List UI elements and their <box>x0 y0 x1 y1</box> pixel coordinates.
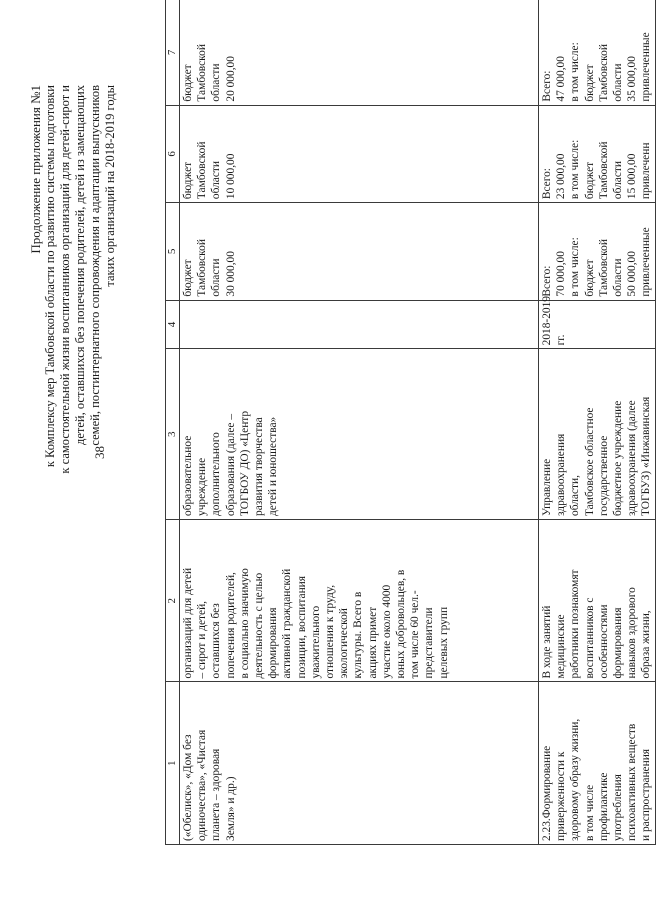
cell-line: в том числе <box>583 784 596 841</box>
column-number: 4 <box>166 300 180 349</box>
cell-line: ТОГБОУ ДО) «Центр <box>238 410 251 516</box>
cell-line: области, <box>569 475 582 516</box>
cell-line: области <box>612 258 625 297</box>
column-number: 6 <box>166 105 180 203</box>
table-row <box>539 0 656 845</box>
cell-line: психоактивных веществ <box>626 723 639 841</box>
cell-line: гг. <box>555 334 568 346</box>
cell-line: медицинские <box>555 614 568 679</box>
cell-line: представители <box>423 607 436 679</box>
cell-line: детей и юношества» <box>267 416 280 516</box>
cell-line: в том числе: <box>569 139 582 200</box>
cell-line: здравоохранения <box>555 433 568 516</box>
cell-line: области <box>612 161 625 200</box>
cell-line: учреждение <box>196 457 209 516</box>
cell-line: акциях примет <box>366 606 379 679</box>
cell-line: 2018-2019 <box>541 296 553 346</box>
cell-line: в том числе: <box>569 42 582 102</box>
cell-line: 20 000,00 <box>224 56 237 102</box>
cell-line: привлеченные <box>640 227 653 297</box>
cell-line: 50 000,00 <box>626 251 639 297</box>
measures-table <box>165 0 656 845</box>
cell-line: Тамбовской <box>597 44 610 102</box>
table-cell <box>539 349 656 520</box>
header-line: к Комплексу мер Тамбовской области по развитию системы подготовки <box>43 85 57 468</box>
cell-line: – сирот и детей, <box>196 600 209 679</box>
cell-line: здравоохранения (далее <box>626 400 639 516</box>
table-cell <box>539 0 656 105</box>
column-number-row <box>166 0 180 845</box>
cell-line: бюджетное учреждение <box>612 400 625 516</box>
cell-line: Всего: <box>541 70 553 102</box>
cell-line: формирования <box>267 607 280 679</box>
cell-line: Тамбовской <box>196 239 209 297</box>
header-title: Продолжение приложения №1 <box>28 85 43 254</box>
cell-line: одиночества», «Чистая <box>196 729 209 841</box>
cell-line: юных добровольцев, в <box>395 569 408 679</box>
cell-line: оставшихся без <box>210 603 223 679</box>
cell-line: формирования <box>612 607 625 679</box>
header-line: таких организаций на 2018-2019 годы <box>103 85 117 287</box>
column-number: 2 <box>166 520 180 683</box>
document-header <box>28 85 118 605</box>
cell-line: Тамбовское областное <box>583 407 596 516</box>
cell-line: привлеченные <box>640 32 653 102</box>
header-line: детей, оставшихся без попечения родителей, детей из замещающих <box>73 85 87 446</box>
cell-line: образовательное <box>182 435 194 516</box>
cell-line: культуры. Всего в <box>352 591 365 679</box>
cell-line: области <box>210 258 223 297</box>
cell-line: бюджет <box>182 161 194 200</box>
cell-line: планета – здоровая <box>210 748 223 841</box>
cell-line: позиции, воспитания <box>295 576 308 679</box>
cell-line: Всего: <box>541 265 553 297</box>
cell-line: бюджет <box>583 161 596 200</box>
cell-line: том числе 60 чел.- <box>409 590 422 679</box>
cell-line: привлеченн <box>640 142 653 200</box>
cell-line: образа жизни, <box>640 610 653 679</box>
cell-line: участие около 4000 <box>380 584 393 679</box>
cell-line: 35 000,00 <box>626 56 639 102</box>
cell-line: в социально значимую <box>238 568 251 679</box>
cell-line: области <box>210 63 223 102</box>
cell-line: бюджет <box>583 259 596 297</box>
cell-line: и распространения <box>640 748 653 841</box>
cell-line: Тамбовской <box>196 141 209 200</box>
cell-line: 47 000,00 <box>555 56 568 102</box>
cell-line: попечения родителей, <box>224 572 237 679</box>
cell-line: дополнительного <box>210 432 223 516</box>
cell-line: области <box>210 161 223 200</box>
cell-line: развития творчества <box>253 417 266 516</box>
cell-line: области <box>612 63 625 102</box>
table-cell <box>539 296 656 349</box>
header-line: семей, постинтернатного сопровождения и адаптации выпускников <box>88 85 102 446</box>
table-cell <box>539 105 656 203</box>
cell-line: Тамбовской <box>196 44 209 102</box>
table-cell <box>180 203 539 301</box>
cell-line: Тамбовской <box>597 141 610 200</box>
table-cell <box>180 682 539 845</box>
cell-line: бюджет <box>583 64 596 102</box>
cell-line: Тамбовской <box>597 239 610 297</box>
cell-line: Управление <box>541 458 553 516</box>
cell-line: 30 000,00 <box>224 251 237 297</box>
table-cell <box>539 682 656 845</box>
cell-line: бюджет <box>182 259 194 297</box>
cell-line: навыков здорового <box>626 587 639 679</box>
cell-line: активной гражданской <box>281 568 294 679</box>
cell-line: 2.23.Формирование <box>541 745 553 841</box>
cell-line: Всего: <box>541 168 553 200</box>
table-cell <box>180 105 539 203</box>
cell-line: деятельность с целью <box>253 572 266 679</box>
column-number: 1 <box>166 682 180 845</box>
cell-line: Земля» и др.) <box>224 776 237 841</box>
table-cell <box>539 520 656 683</box>
cell-line: отношения к труду, <box>324 584 337 679</box>
cell-line: приверженности к <box>555 751 568 841</box>
cell-line: уважительного <box>309 605 322 679</box>
cell-line: 10 000,00 <box>224 153 237 200</box>
cell-line: 23 000,00 <box>555 153 568 200</box>
cell-line: употребления <box>612 774 625 841</box>
cell-line: профилактике <box>597 772 610 841</box>
table-cell <box>539 203 656 301</box>
cell-line: особенностями <box>597 604 610 679</box>
cell-line: ТОГБУЗ) «Инжавинская <box>640 396 653 516</box>
column-number: 5 <box>166 203 180 301</box>
page-number: 38 <box>92 446 107 459</box>
header-line: к самостоятельной жизни воспитанников организаций для детей-сирот и <box>58 85 72 474</box>
table-cell <box>180 349 539 520</box>
table-cell <box>180 300 539 349</box>
table-cell <box>180 520 539 683</box>
cell-line: образования (далее – <box>224 413 237 516</box>
cell-line: («Обелиск», «Дом без <box>182 734 194 841</box>
cell-line: целевых групп <box>437 606 450 679</box>
table-row <box>180 0 539 845</box>
cell-line: В ходе занятий <box>541 605 553 679</box>
column-number: 3 <box>166 349 180 520</box>
cell-line: 15 000,00 <box>626 153 639 200</box>
cell-line: бюджет <box>182 64 194 102</box>
cell-line: воспитанников с <box>583 597 596 679</box>
cell-line: работники познакомят <box>569 569 582 679</box>
cell-line: в том числе: <box>569 237 582 297</box>
cell-line: здоровому образу жизни, <box>569 718 582 841</box>
cell-line: государственное <box>597 435 610 516</box>
table-cell <box>180 0 539 105</box>
cell-line: организаций для детей <box>182 567 194 679</box>
column-number: 7 <box>166 0 180 105</box>
cell-line: 70 000,00 <box>555 251 568 297</box>
cell-line: экологической <box>338 608 351 679</box>
